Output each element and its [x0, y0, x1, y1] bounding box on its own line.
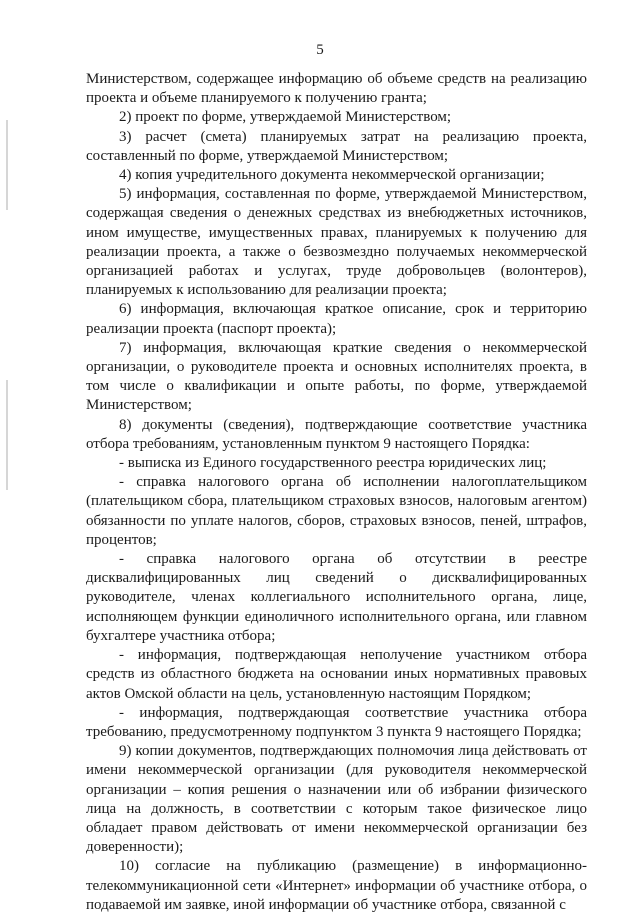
- document-paragraph: 3) расчет (смета) планируемых затрат на реализацию проекта, составленный по форме, утверждаемой Министерством;: [86, 128, 587, 164]
- document-paragraph: 9) копии документов, подтверждающих полномочия лица действовать от имени некоммерческой организации (для руководителя некоммерческой организации – копия решения о назначении или об избрании физического лица на должность, в соответствии с которым такое физическое лицо обладает правом действовать от имени некоммерческой организации без доверенности);: [86, 743, 587, 856]
- document-paragraph: 6) информация, включающая краткое описание, срок и территорию реализации проекта (паспорт проекта);: [86, 301, 587, 337]
- document-paragraph: Министерством, содержащее информацию об объеме средств на реализацию проекта и объеме планируемого к получению гранта;: [86, 71, 587, 107]
- document-paragraph: - информация, подтверждающая неполучение участником отбора средств из областного бюджета на основании иных нормативных правовых актов Омской области на цель, установленную настоящим Порядком;: [86, 647, 587, 702]
- document-paragraph: 7) информация, включающая краткие сведения о некоммерческой организации, о руководителе проекта и основных исполнителях проекта, в том числе о квалификации и опыте работы, по форме, утверждаемой Министерством;: [86, 339, 587, 414]
- document-paragraph: 5) информация, составленная по форме, утверждаемой Министерством, содержащая сведения о денежных средствах из внебюджетных источников, ином имуществе, имущественных правах, планируемых к получению для реализации проекта, а также о безвозмездно получаемых некоммерческой организацией работах и услугах, труде добровольцев (волонтеров), планируемых к использованию для реализации проекта;: [86, 186, 587, 299]
- document-paragraph: 4) копия учредительного документа некоммерческой организации;: [119, 167, 545, 184]
- scan-margin-mark: [6, 380, 8, 490]
- document-body: [86, 70, 587, 915]
- document-paragraph: 10) согласие на публикацию (размещение) в информационно-телекоммуникационной сети «Интернет» информации об участнике отбора, о подаваемой им заявке, иной информации об участнике отбора, связанной с: [86, 858, 587, 913]
- document-paragraph: - информация, подтверждающая соответствие участника отбора требованию, предусмотренному подпунктом 3 пункта 9 настоящего Порядка;: [86, 704, 587, 740]
- document-paragraph: - выписка из Единого государственного реестра юридических лиц;: [119, 455, 547, 472]
- document-paragraph: 8) документы (сведения), подтверждающие соответствие участника отбора требованиям, установленным пунктом 9 настоящего Порядка:: [86, 416, 587, 452]
- document-paragraph: 2) проект по форме, утверждаемой Министерством;: [119, 109, 452, 126]
- scan-margin-mark: [6, 120, 8, 210]
- document-paragraph: - справка налогового органа об исполнении налогоплательщиком (плательщиком сбора, плательщиком страховых взносов, налоговым агентом) обязанности по уплате налогов, сборов, страховых взносов, пеней, штрафов, процентов;: [86, 474, 587, 548]
- page-number: 5: [316, 42, 324, 58]
- document-paragraph: - справка налогового органа об отсутствии в реестре дисквалифицированных лиц сведений о дисквалифицированных руководителе, членах коллегиального исполнительного органа, лице, исполняющем функции единоличного исполнительного органа, или главном бухгалтере участника отбора;: [86, 551, 587, 644]
